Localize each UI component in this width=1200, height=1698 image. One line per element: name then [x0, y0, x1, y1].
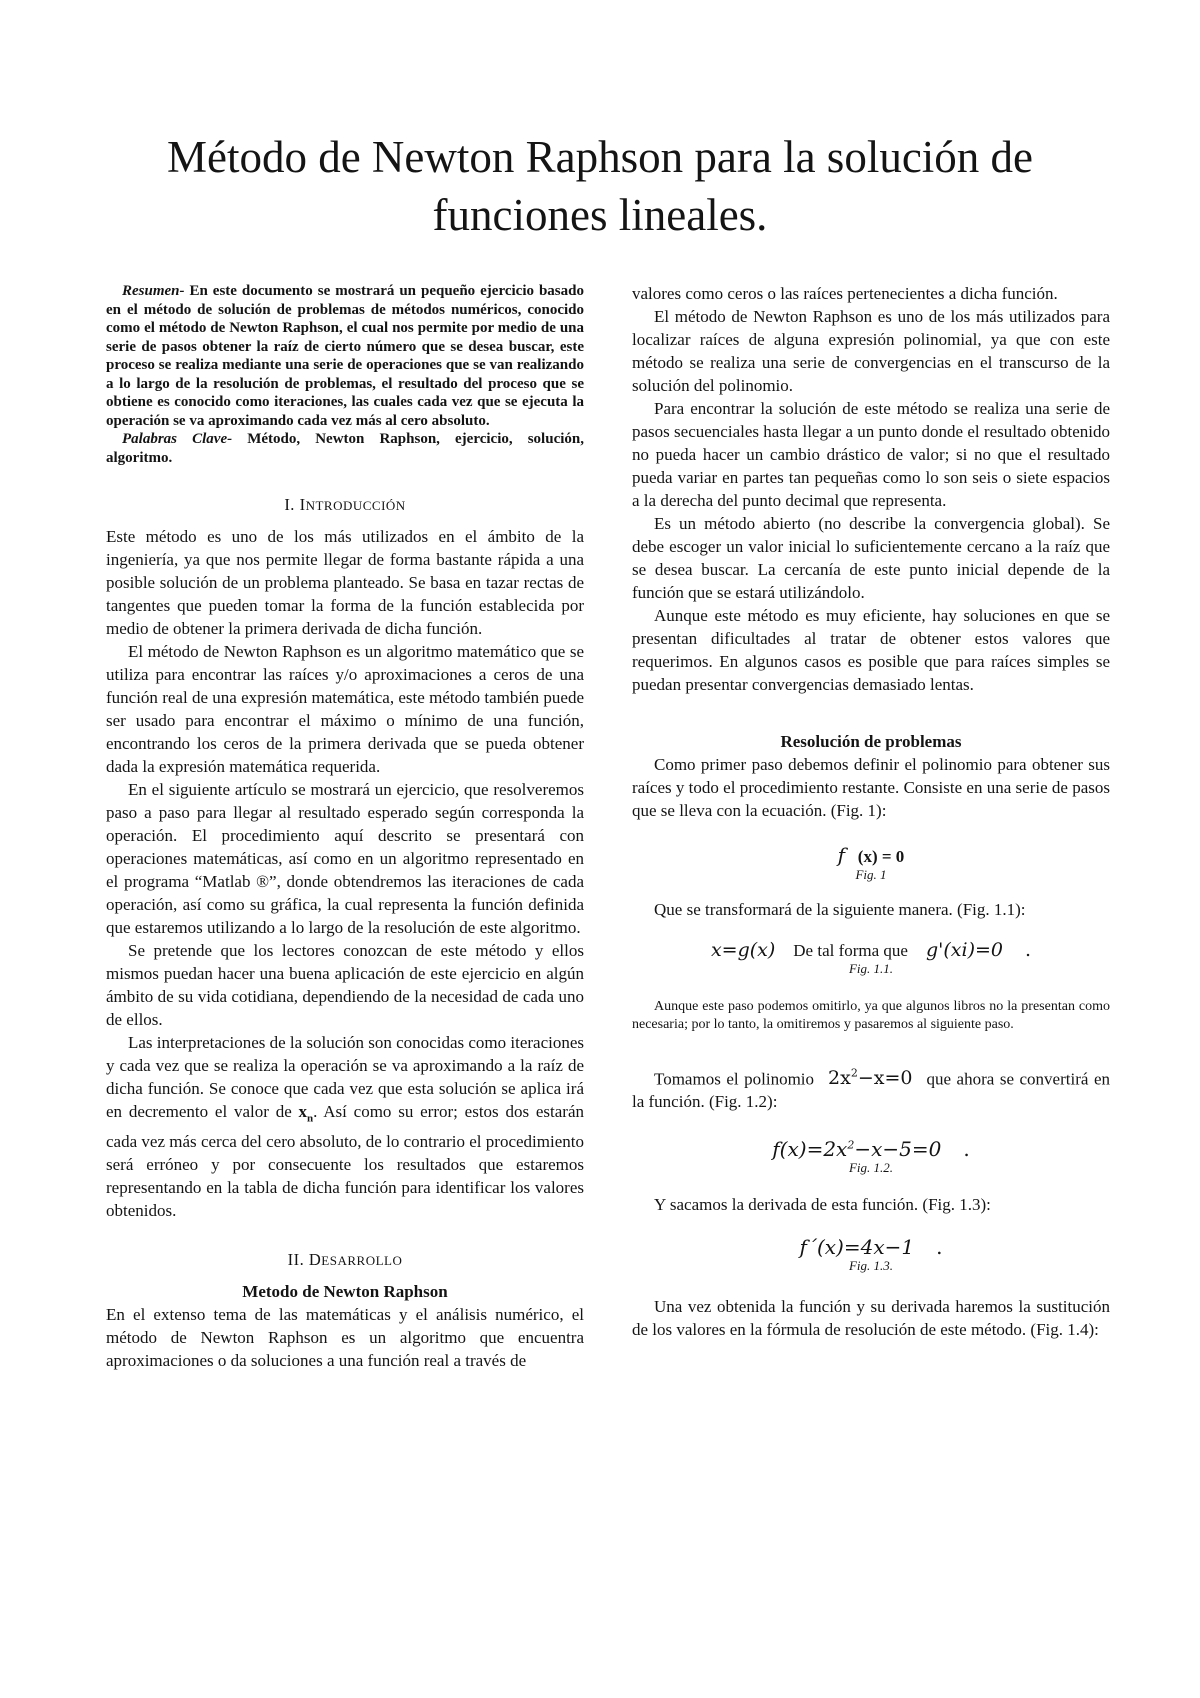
- subheading-newton-raphson: Metodo de Newton Raphson: [242, 1282, 448, 1302]
- formula-fig1-1: x=g(x) De tal forma que g'(xi)=0 .: [710, 939, 1032, 961]
- desarrollo-paragraph-cont: valores como ceros o las raíces pertenecientes a dicha función.: [632, 284, 1058, 303]
- fig1-2-label: Fig. 1.2.: [848, 1159, 894, 1175]
- paper-title: Método de Newton Raphson para la solución de funciones lineales.: [166, 132, 1034, 240]
- keywords-label: Palabras Clave-: [122, 431, 233, 447]
- fig1-3-label: Fig. 1.3.: [848, 1257, 894, 1273]
- transform-text: Que se transformará de la siguiente manera. (Fig. 1.1):: [654, 900, 1026, 919]
- left-column: [106, 282, 584, 1372]
- formula-fig1-2: $f(x)=2x^2-x-5=0$ .: [772, 1136, 970, 1161]
- keywords-text: Método, Newton Raphson, ejercicio, solución, algoritmo.: [106, 431, 584, 466]
- resolucion-intro: Como primer paso debemos definir el polinomio para obtener sus raíces y todo el procedimiento restante. Consiste en una serie de pasos que se lleva con la ecuación. (Fig. 1):: [632, 755, 1110, 820]
- intro-paragraph: Se pretende que los lectores conozcan de este método y ellos mismos puedan hacer una buena aplicación de este ejercicio en algún ámbito de su vida cotidiana, dependiendo de la necesidad de cada uno de ellos.: [106, 941, 584, 1029]
- desarrollo-paragraph: El método de Newton Raphson es uno de los más utilizados para localizar raíces de alguna expresión polinomial, ya que con este método se realiza una serie de convergencias en el transcurso de la solución del polinomio.: [632, 307, 1110, 395]
- right-column: [632, 282, 1110, 1341]
- fig1-1-label: Fig. 1.1.: [848, 961, 894, 976]
- formula-fig1-3: f´(x)=4x−1 .: [799, 1234, 943, 1259]
- section-heading-desarrollo: II. DESARROLLO: [287, 1250, 403, 1270]
- intro-paragraph: Las interpretaciones de la solución son conocidas como iteraciones y cada vez que se realiza la operación se va aproximando a la raíz de dicha función. Se conoce que cada vez que esta solución se aplica irá en decremento el valor de $x_n$. Así como su error; estos dos estarán cada vez más cerca del cero absoluto, de lo contrario el procedimiento será erróneo y por consecuente los resultados que estaremos representando en la tabla de dicha función para identificar los valores obtenidos.: [106, 1033, 585, 1221]
- desarrollo-paragraph: Para encontrar la solución de este método se realiza una serie de pasos secuenciales hasta llegar a un punto donde el resultado obtenido no pueda hacer un cambio drástico de valor; si no que el resultado pueda variar en partes tan pequeñas como lo son seis o siete espacios a la derecha del punto decimal que representa.: [632, 399, 1110, 510]
- abstract-label: Resumen-: [122, 283, 185, 299]
- intro-paragraph: En el siguiente artículo se mostrará un ejercicio, que resolveremos paso a paso para llegar al resultado esperado según corresponda la operación. El procedimiento aquí descrito se presentará con operaciones matemáticas, así como en un algoritmo representado en el programa “Matlab ®”, donde obtendremos las iteraciones de cada operación, así como su gráfica, la cual representa la función definida que estaremos utilizando a lo largo de la resolución de este algoritmo.: [106, 780, 584, 937]
- inline-polynomial: $2x^2-x=0$: [828, 1067, 913, 1090]
- intro-paragraph: Este método es uno de los más utilizados en el ámbito de la ingeniería, ya que nos permite llegar de forma bastante rápida a una posible solución de un problema planteado. Se basa en tazar rectas de tangentes que pueden tomar la forma de la función establecida por medio de obtener la primera derivada de dicha función.: [106, 527, 584, 638]
- fig1-label: Fig. 1: [855, 867, 887, 882]
- keywords: [106, 430, 584, 467]
- section-heading-introduction: I. INTRODUCCIÓN: [284, 495, 406, 514]
- abstract: [106, 282, 584, 430]
- desarrollo-paragraph: Aunque este método es muy eficiente, hay soluciones en que se presentan dificultades al tratar de obtener estos valores que requerimos. En algunos casos es posible que para raíces simples se puedan presentar convergencias demasiado lentas.: [632, 606, 1110, 694]
- abstract-text: En este documento se mostrará un pequeño ejercicio basado en el método de solución de problemas de métodos numéricos, conocido como el método de Newton Raphson, el cual nos permite por medio de una serie de pasos obtener la raíz de cierto número que se desea buscar, este proceso se realiza mediante una serie de operaciones que se van realizando a lo largo de la resolución de problemas, el resultado del proceso que se obtiene es conocido como iteraciones, las cuales cada vez que se ejecuta la operación se va aproximando cada vez más al cero absoluto.: [106, 283, 584, 429]
- desarrollo-paragraph: En el extenso tema de las matemáticas y el análisis numérico, el método de Newton Raphson es un algoritmo que encuentra aproximaciones o da soluciones a una función real a través de: [106, 1305, 584, 1371]
- desarrollo-paragraph: Es un método abierto (no describe la convergencia global). Se debe escoger un valor inicial lo suficientemente cercano a la raíz que se desea buscar. La cercanía de este punto inicial depende de la función que se estará utilizándolo.: [632, 514, 1110, 602]
- derivative-text: Y sacamos la derivada de esta función. (Fig. 1.3):: [654, 1194, 991, 1214]
- intro-paragraph: El método de Newton Raphson es un algoritmo matemático que se utiliza para encontrar las raíces y/o aproximaciones a ceros de una función real de una expresión matemática, este método también puede ser usado para encontrar el máximo o mínimo de una función, encontrando los ceros de la primera derivada que se pueda obtener dada la expresión matemática requerida.: [106, 642, 584, 776]
- final-paragraph: Una vez obtenida la función y su derivada haremos la sustitución de los valores en la fórmula de resolución de este método. (Fig. 1.4):: [632, 1296, 1110, 1339]
- subheading-resolucion: Resolución de problemas: [780, 732, 962, 751]
- note-paragraph: Aunque este paso podemos omitirlo, ya que algunos libros no la presentan como necesaria; por lo tanto, la omitiremos y pasaremos al siguiente paso.: [632, 999, 1110, 1032]
- formula-fig1: f (x) = 0: [837, 843, 905, 867]
- polynomial-paragraph: Tomamos el polinomio $2x^2-x=0$ que ahora se convertirá en la función. (Fig. 1.2):: [632, 1067, 1110, 1112]
